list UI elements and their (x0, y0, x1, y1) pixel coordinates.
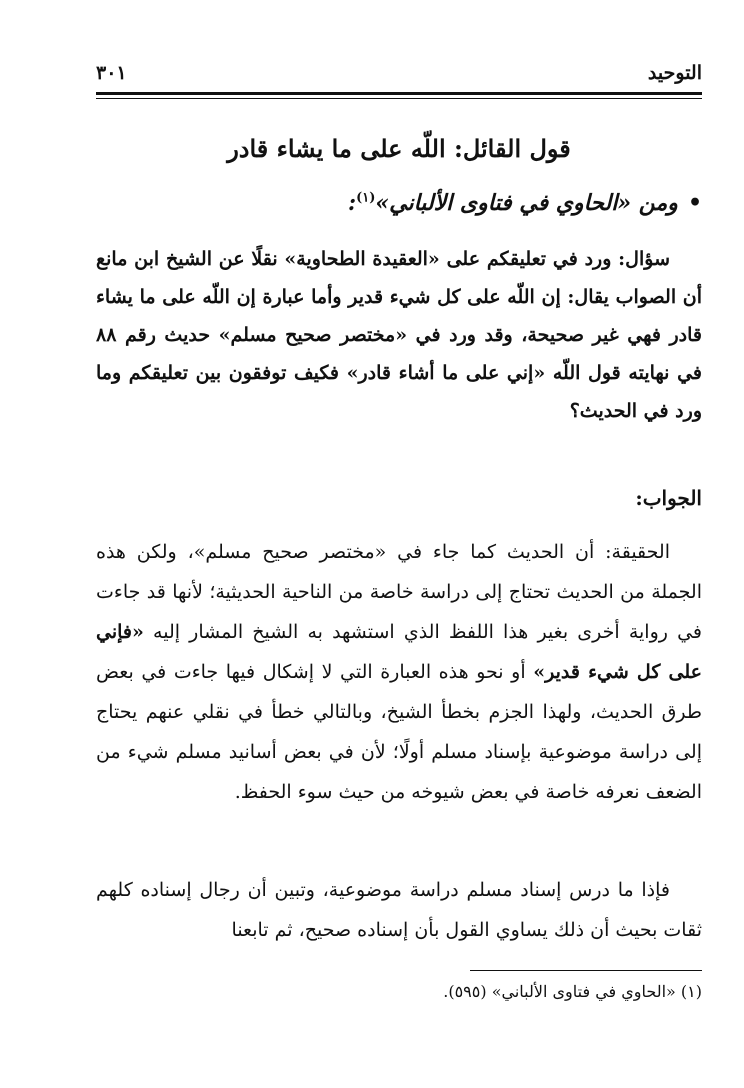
footnote-reference[interactable]: (١) (356, 190, 376, 206)
running-header (96, 56, 702, 90)
paragraph-text: أو نحو هذه العبارة التي لا إشكال فيها جاءت في بعض طرق الحديث، ولهذا الجزم بخطأ الشيخ، وبالتالي خطأ في نقلي عنهم يحتاج إلى دراسة موضوعية بإسناد مسلم أولًا؛ لأن في بعض أسانيد مسلم شيء من الضعف نعرفه خاصة في بعض شيوخه من حيث سوء الحفظ. (96, 661, 702, 803)
paragraph-text: الحقيقة: أن الحديث كما جاء في «مختصر صحيح مسلم»، ولكن هذه الجملة من الحديث تحتاج إلى دراسة خاصة من الناحية الحديثية؛ لأنها قد جاءت في رواية أخرى بغير هذا اللفظ الذي استشهد به الشيخ المشار إليه (96, 541, 702, 643)
source-text: ومن «الحاوي في فتاوى الألباني» (375, 190, 678, 216)
emphasized-quote: «فإني على كل شيء قدير» (96, 621, 702, 683)
answer-paragraph-1 (96, 532, 702, 812)
footnote: (١) «الحاوي في فتاوى الألباني» (٥٩٥). (443, 982, 702, 1001)
source-suffix: : (347, 190, 357, 216)
section-title: قول القائل: اللّه على ما يشاء قادر (227, 134, 571, 163)
chapter-title: التوحيد (647, 62, 702, 84)
source-line (96, 190, 702, 230)
question-text: سؤال: ورد في تعليقكم على «العقيدة الطحاوية» نقلًا عن الشيخ ابن مانع أن الصواب يقال: إن اللّه على كل شيء قدير وأما عبارة إن اللّه على ما يشاء قادر فهي غير صحيحة، وقد ورد في «مختصر صحيح مسلم» حديث رقم ٨٨ في نهايته قول اللّه «إني على ما أشاء قادر» فكيف توفقون بين تعليقكم وما ورد في الحديث؟ (96, 248, 702, 422)
footnote-rule (470, 970, 702, 971)
answer-paragraph-2: فإذا ما درس إسناد مسلم دراسة موضوعية، وتبين أن رجال إسناده كلهم ثقات بحيث أن ذلك يساوي القول بأن إسناده صحيح، ثم تابعنا (96, 879, 702, 941)
answer-label: الجواب: (635, 486, 702, 510)
page-number: ٣٠١ (96, 62, 127, 84)
header-rule (96, 92, 702, 95)
bullet-icon: • (687, 190, 702, 216)
header-rule-thin (96, 98, 702, 99)
